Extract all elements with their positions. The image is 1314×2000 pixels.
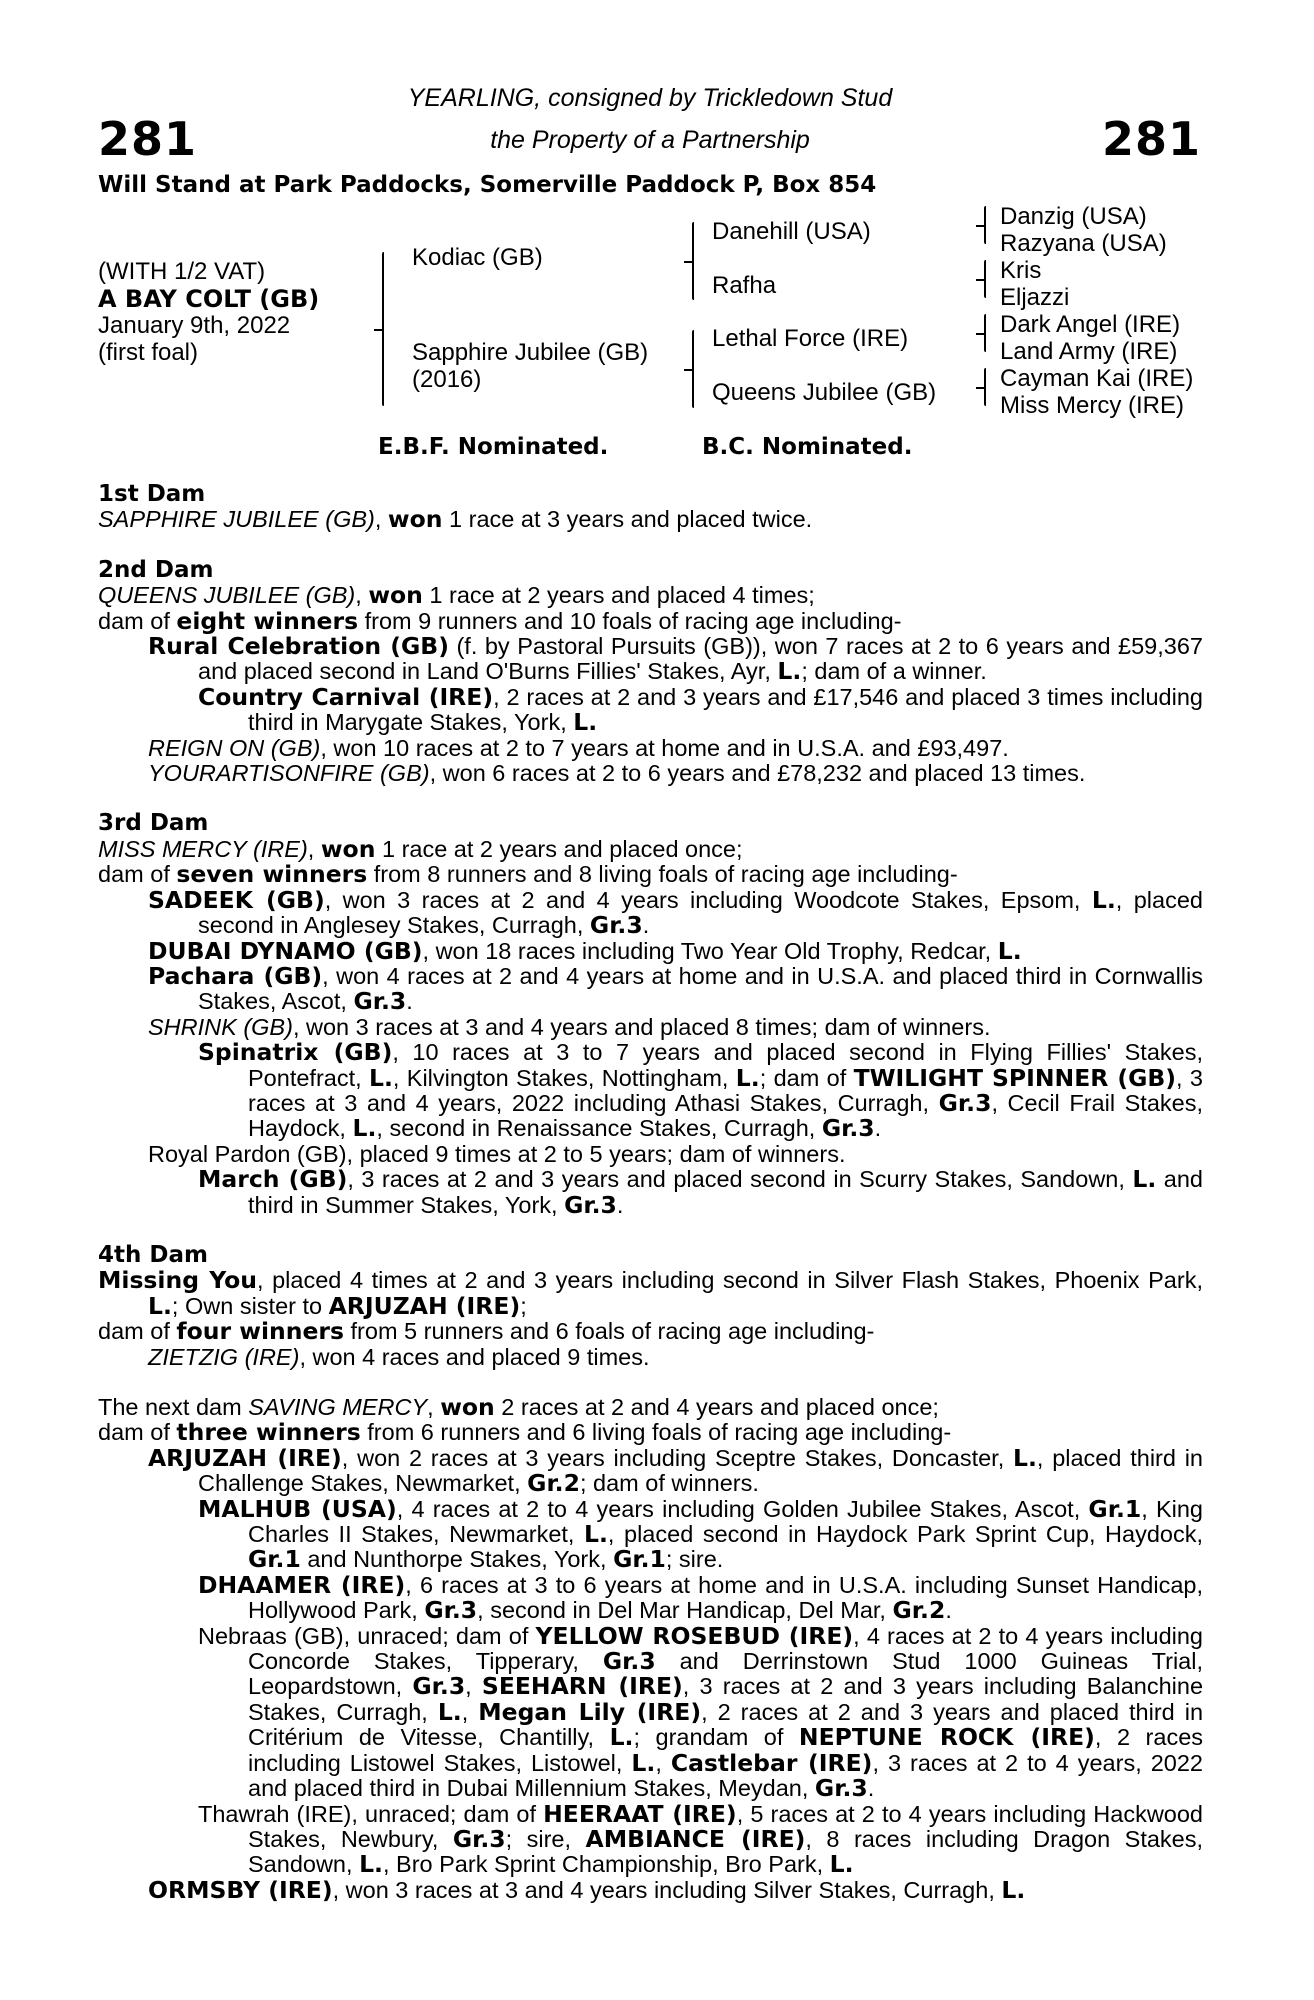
dam5-produce: dam of three winners from 6 runners and 6 living foals of racing age including-	[98, 1418, 952, 1447]
consignment-line-1: YEARLING, consigned by Trickledown Stud	[407, 84, 893, 112]
brace-sire-parents	[692, 222, 694, 300]
produce-entry: Nebraas (GB), unraced; dam of YELLOW ROSEBUD (IRE), 4 races at 2 to 4 years including Concorde Stakes, Tipperary, Gr.3 and Derrinstown Stud 1000 Guineas Trial, Leopardstown, Gr.3, SEEHARN (IRE), 3 races at 2 and 3 years including Balanchine Stakes, Curragh, L., Megan Lily (IRE), 2 races at 2 and 3 years and placed third in Critérium de Vitesse, Chantilly, L.; grandam of NEPTUNE ROCK (IRE), 2 races including Listowel Stakes, Listowel, L., Castlebar (IRE), 3 races at 2 to 4 years, 2022 and placed third in Dubai Millennium Stakes, Meydan, Gr.3.	[198, 1621, 1204, 1803]
produce-entry: DUBAI DYNAMO (GB), won 18 races including Two Year Old Trophy, Redcar, L.	[148, 936, 1022, 965]
consignment-line-2: the Property of a Partnership	[490, 126, 810, 154]
produce-entry: Country Carnival (IRE), 2 races at 2 and 3 years and £17,546 and placed 3 times including third in Marygate Stakes, York, L.	[198, 682, 1203, 737]
dam3-produce: dam of seven winners from 8 runners and 8 living foals of racing age including-	[98, 860, 958, 889]
produce-entry: SHRINK (GB), won 3 races at 3 and 4 years and placed 8 times; dam of winners.	[148, 1013, 991, 1040]
gen3-7: Cayman Kai (IRE)	[1000, 365, 1194, 392]
brace-g2	[984, 260, 986, 298]
dam3-text: MISS MERCY (IRE), won 1 race at 2 years and placed once;	[98, 834, 743, 863]
produce-entry: REIGN ON (GB), won 10 races at 2 to 7 years at home and in U.S.A. and £93,497.	[148, 734, 1009, 761]
gen3-5: Dark Angel (IRE)	[1000, 311, 1181, 338]
produce-entry: March (GB), 3 races at 2 and 3 years and placed second in Scurry Stakes, Sandown, L. and third in Summer Stakes, York, Gr.3.	[198, 1165, 1203, 1219]
produce-entry: Royal Pardon (GB), placed 9 times at 2 to 5 years; dam of winners.	[148, 1140, 846, 1167]
foaling-date: January 9th, 2022	[98, 312, 291, 339]
foal-note: (first foal)	[98, 339, 199, 366]
lot-number-left: 281	[98, 112, 198, 166]
dam-year: (2016)	[412, 366, 482, 393]
brace-g4	[984, 368, 986, 406]
gen3-1: Danzig (USA)	[1000, 203, 1147, 230]
gen3-3: Kris	[1000, 257, 1042, 284]
brace-g3	[984, 314, 986, 352]
sire-sire: Danehill (USA)	[712, 218, 871, 245]
produce-entry: ZIETZIG (IRE), won 4 races and placed 9 times.	[148, 1343, 650, 1370]
produce-entry: ARJUZAH (IRE), won 2 races at 3 years including Sceptre Stakes, Doncaster, L., placed third in Challenge Stakes, Newmarket, Gr.2; dam of winners.	[148, 1443, 1203, 1498]
produce-entry: MALHUB (USA), 4 races at 2 to 4 years including Golden Jubilee Stakes, Ascot, Gr.1, King Charles II Stakes, Newmarket, L., placed second in Haydock Park Sprint Cup, Haydock, Gr.1 and Nunthorpe Stakes, York, Gr.1; sire.	[198, 1494, 1203, 1574]
lot-number-right: 281	[1101, 112, 1201, 166]
brace-dam-parents	[692, 330, 694, 408]
gen3-6: Land Army (IRE)	[1000, 338, 1178, 365]
dam1-text: SAPPHIRE JUBILEE (GB), won 1 race at 3 years and placed twice.	[98, 505, 813, 534]
produce-entry: Pachara (GB), won 4 races at 2 and 4 years at home and in U.S.A. and placed third in Cornwallis Stakes, Ascot, Gr.3.	[148, 961, 1203, 1016]
gen3-8: Miss Mercy (IRE)	[1000, 392, 1184, 419]
brace-g1	[984, 206, 986, 244]
gen3-2: Razyana (USA)	[1000, 230, 1167, 257]
dam1-title: 1st Dam	[98, 481, 206, 507]
dam5-text: The next dam SAVING MERCY, won 2 races at 2 and 4 years and placed once;	[98, 1393, 939, 1421]
produce-entry: Rural Celebration (GB) (f. by Pastoral Pursuits (GB)), won 7 races at 2 to 6 years and £59,367 and placed second in Land O'Burns Fillies' Stakes, Ayr, L.; dam of a winner.	[148, 632, 1203, 686]
gen3-4: Eljazzi	[1000, 284, 1070, 311]
stand-location: Will Stand at Park Paddocks, Somerville Paddock P, Box 854	[98, 172, 877, 198]
dam3-title: 3rd Dam	[98, 810, 209, 837]
dam2-produce: dam of eight winners from 9 runners and 10 foals of racing age including-	[98, 606, 902, 635]
produce-entry: Spinatrix (GB), 10 races at 3 to 7 years and placed second in Flying Fillies' Stakes, Pontefract, L., Kilvington Stakes, Nottingham, L.; dam of TWILIGHT SPINNER (GB), 3 races at 3 and 4 years, 2022 including Athasi Stakes, Curragh, Gr.3, Cecil Frail Stakes, Haydock, L., second in Renaissance Stakes, Curragh, Gr.3.	[198, 1038, 1203, 1143]
produce-entry: YOURARTISONFIRE (GB), won 6 races at 2 to 6 years and £78,232 and placed 13 times.	[148, 760, 1086, 787]
dam4-text: Missing You, placed 4 times at 2 and 3 years including second in Silver Flash Stakes, Phoenix Park, L.; Own sister to ARJUZAH (IRE);	[98, 1266, 1203, 1320]
produce-entry: SADEEK (GB), won 3 races at 2 and 4 years including Woodcote Stakes, Epsom, L., placed second in Anglesey Stakes, Curragh, Gr.3.	[148, 885, 1203, 940]
produce-entry: Thawrah (IRE), unraced; dam of HEERAAT (IRE), 5 races at 2 to 4 years including Hackwood Stakes, Newbury, Gr.3; sire, AMBIANCE (IRE), 8 races including Dragon Stakes, Sandown, L., Bro Park Sprint Championship, Bro Park, L.	[198, 1799, 1204, 1879]
dam-dam: Queens Jubilee (GB)	[712, 379, 937, 406]
dam-sire: Lethal Force (IRE)	[712, 325, 909, 352]
pedigree-notes	[98, 482, 1203, 1903]
produce-entry: ORMSBY (IRE), won 3 races at 3 and 4 years including Silver Stakes, Curragh, L.	[148, 1875, 1026, 1904]
bc-nomination: B.C. Nominated.	[702, 434, 913, 460]
horse-name: A BAY COLT (GB)	[98, 285, 320, 313]
dam4-title: 4th Dam	[98, 1241, 208, 1268]
produce-entry: DHAAMER (IRE), 6 races at 3 to 6 years at home and in U.S.A. including Sunset Handicap, Hollywood Park, Gr.3, second in Del Mar Handicap, Del Mar, Gr.2.	[198, 1570, 1203, 1625]
sire-name: Kodiac (GB)	[412, 244, 543, 271]
dam-name: Sapphire Jubilee (GB)	[412, 339, 649, 366]
ebf-nomination: E.B.F. Nominated.	[378, 434, 609, 460]
brace-sire-dam	[382, 252, 384, 406]
dam4-produce: dam of four winners from 5 runners and 6 foals of racing age including-	[98, 1317, 875, 1346]
sire-dam: Rafha	[712, 272, 777, 299]
dam2-text: QUEENS JUBILEE (GB), won 1 race at 2 years and placed 4 times;	[98, 581, 815, 610]
dam2-title: 2nd Dam	[98, 556, 214, 583]
vat-note: (WITH 1/2 VAT)	[98, 258, 266, 285]
